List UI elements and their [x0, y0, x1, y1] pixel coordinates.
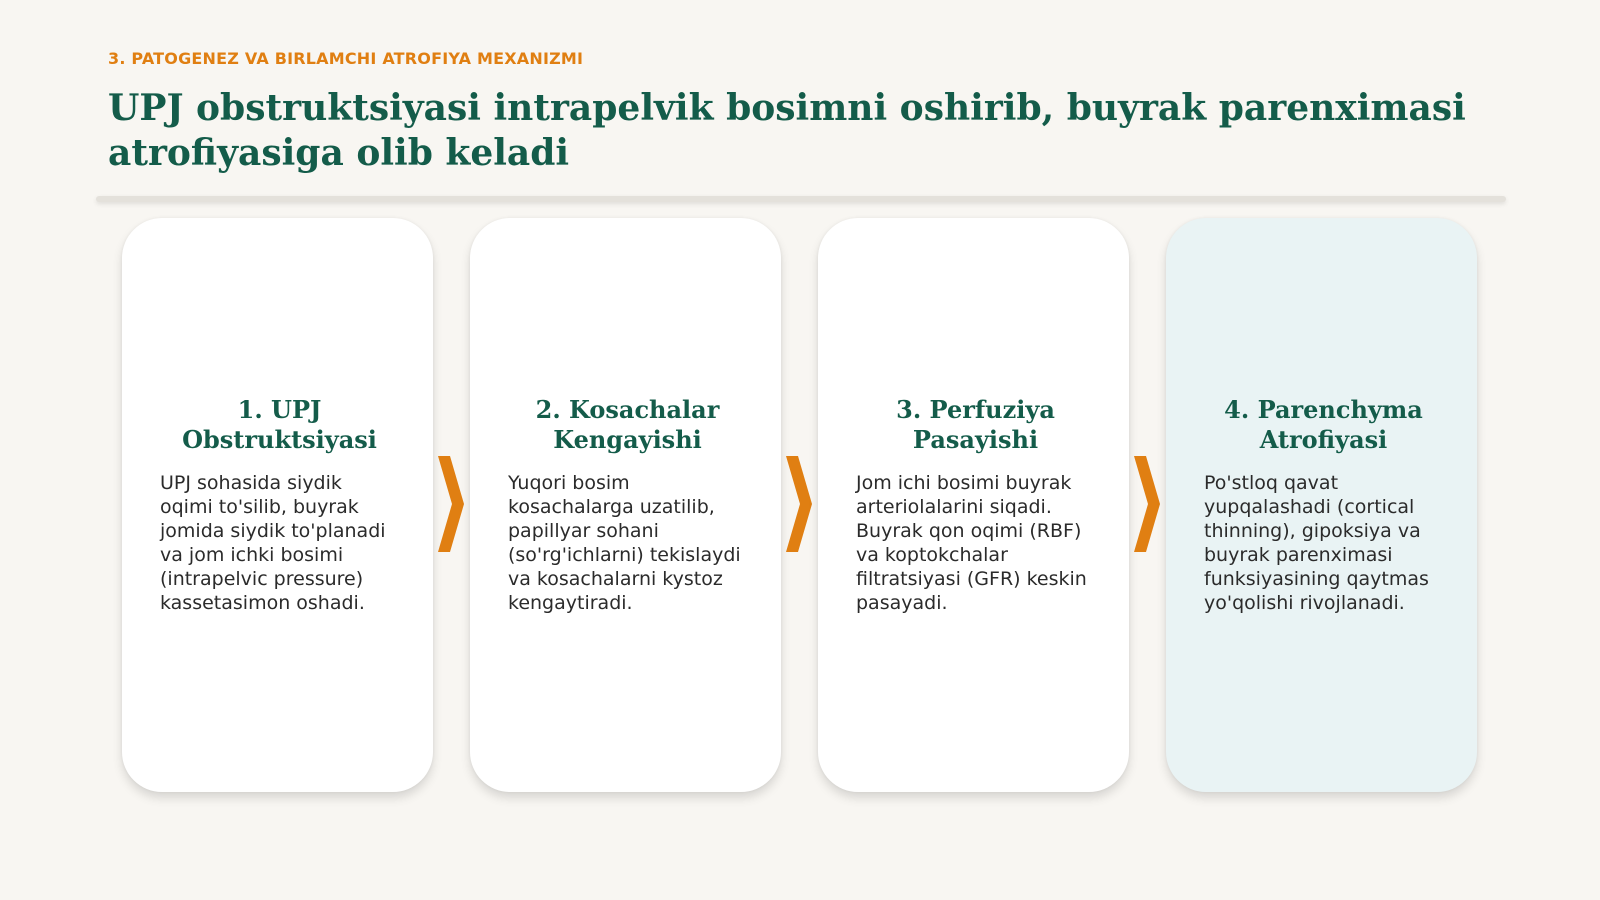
step-description: UPJ sohasida siydik oqimi to'silib, buyrak jomida siydik to'planadi va jom ichki bosimi (intrapelvic pressure) kassetasimon oshadi. — [160, 472, 386, 614]
chevron-right-icon — [786, 456, 812, 552]
step-description: Jom ichi bosimi buyrak arteriolalarini siqadi. Buyrak qon oqimi (RBF) va koptokchalar filtratsiyasi (GFR) keskin pasayadi. — [856, 472, 1087, 614]
slide-title: UPJ obstruktsiyasi intrapelvik bosimni oshirib, buyrak parenximasi atrofiyasiga olib keladi — [108, 87, 1466, 174]
step-description: Yuqori bosim kosachalarga uzatilib, papillyar sohani (so'rg'ichlarni) tekislaydi va kosachalarni kystoz kengaytiradi. — [508, 472, 741, 614]
step-description: Po'stloq qavat yupqalashadi (cortical thinning), gipoksiya va buyrak parenximasi funksiyasining qaytmas yo'qolishi rivojlanadi. — [1204, 472, 1429, 614]
step-title: 3. Perfuziya Pasayishi — [896, 395, 1055, 454]
step-card-4 — [1166, 218, 1477, 792]
step-title: 4. Parenchyma Atrofiyasi — [1224, 395, 1423, 454]
step-title: 2. Kosachalar Kengayishi — [535, 395, 720, 454]
step-title: 1. UPJ Obstruktsiyasi — [182, 395, 377, 454]
step-card-2 — [470, 218, 781, 792]
section-kicker: 3. PATOGENEZ VA BIRLAMCHI ATROFIYA MEXANIZMI — [108, 49, 584, 68]
chevron-right-icon — [438, 456, 464, 552]
title-divider — [96, 196, 1506, 202]
chevron-right-icon — [1134, 456, 1160, 552]
step-card-3 — [818, 218, 1129, 792]
step-card-1 — [122, 218, 433, 792]
